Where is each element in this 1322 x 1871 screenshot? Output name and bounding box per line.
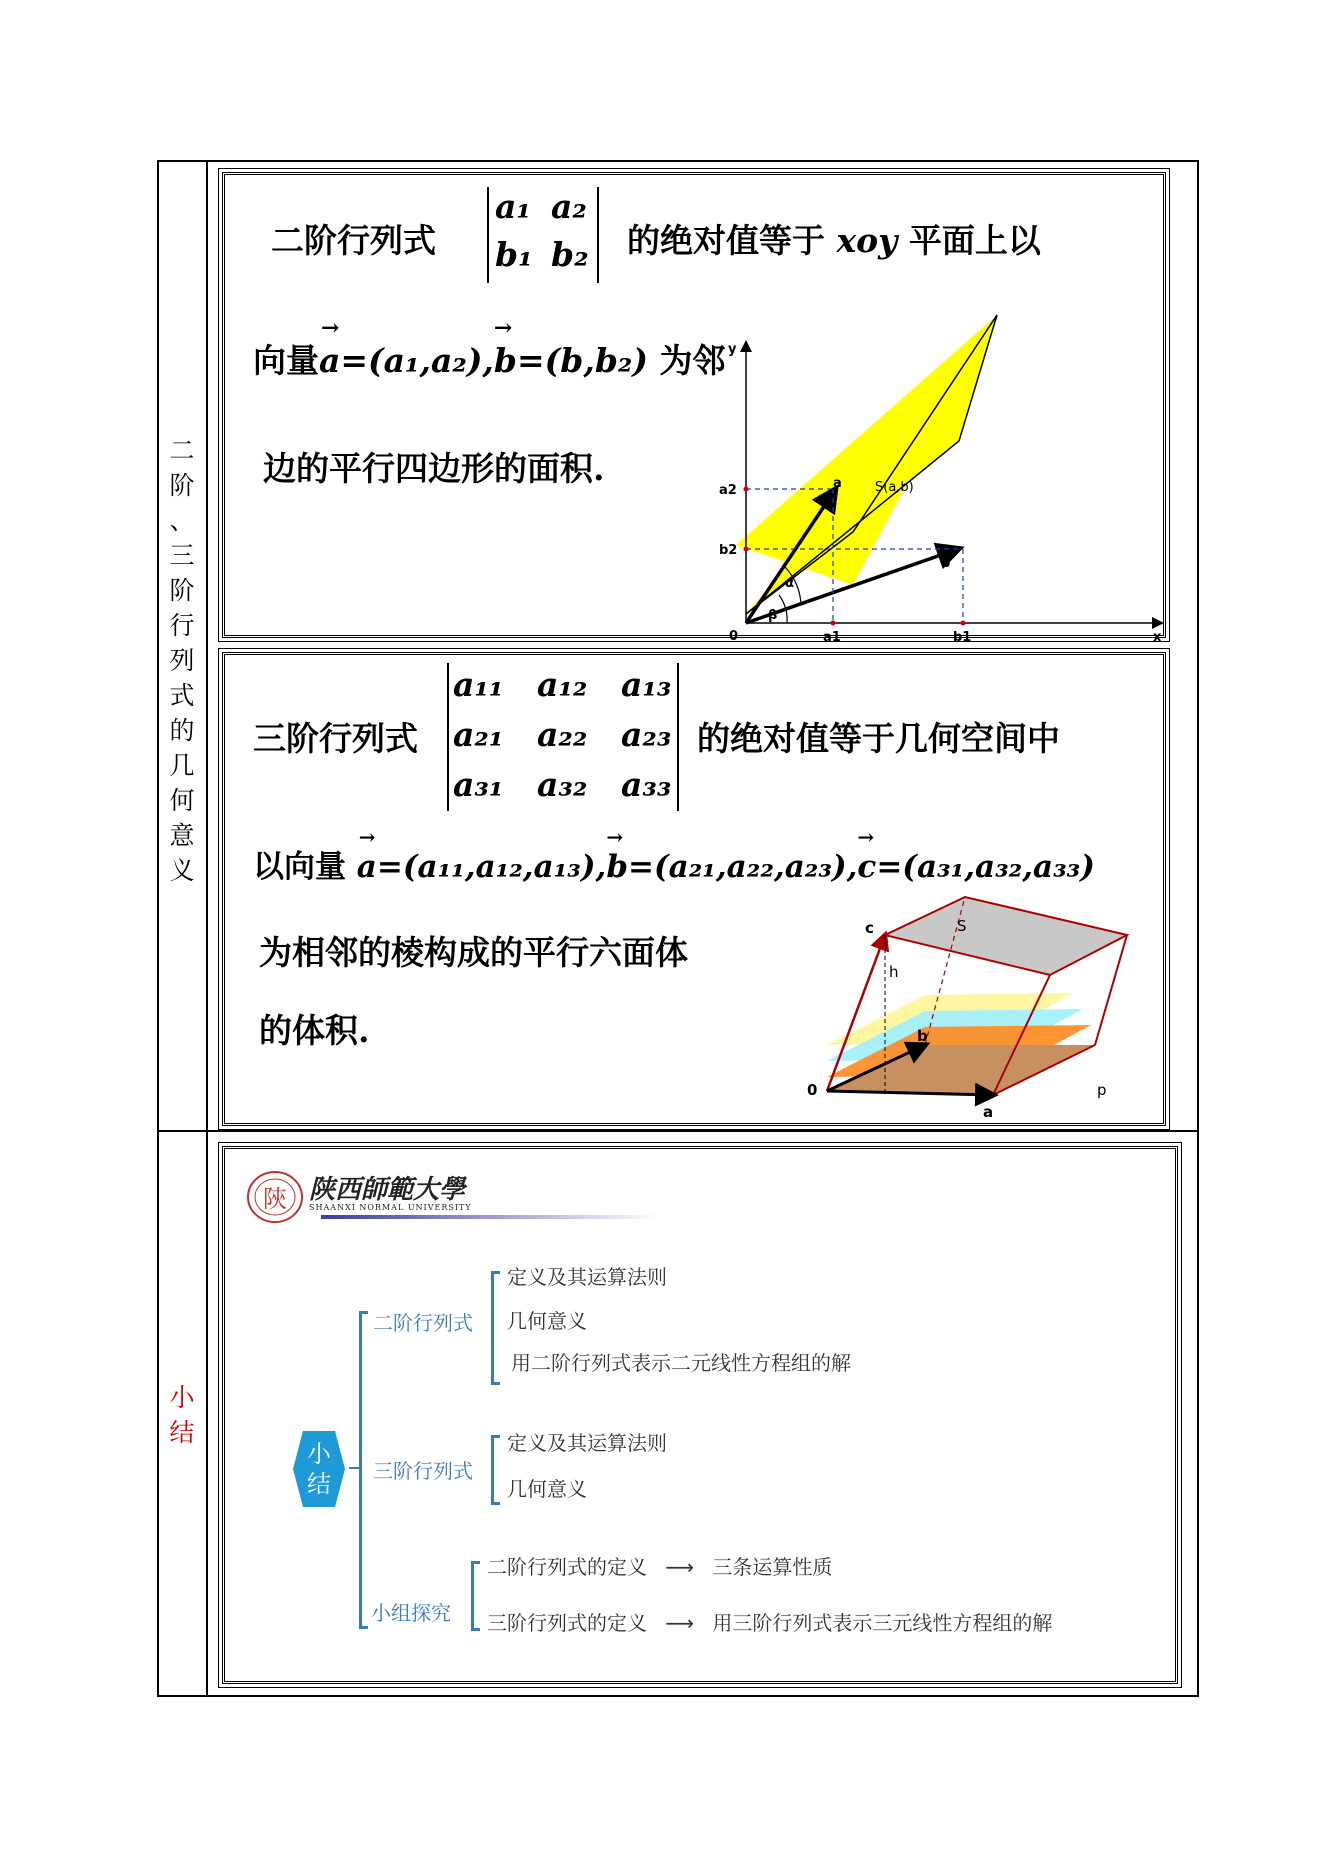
vector-a bbox=[319, 315, 341, 380]
slide2-line3: 为相邻的棱构成的平行六面体 bbox=[259, 933, 688, 972]
slide2-line4: 的体积. bbox=[259, 1011, 370, 1050]
eq-a: =(a₁₁,a₁₂,a₁₃), bbox=[376, 849, 607, 885]
vector-b-letter: b bbox=[606, 849, 628, 885]
fig-b2-label: b2 bbox=[719, 543, 738, 558]
bracket-b1 bbox=[491, 1271, 500, 1385]
arrow-icon: → bbox=[857, 825, 875, 849]
vector-c bbox=[857, 825, 877, 885]
row-label-char: 列 bbox=[169, 645, 195, 675]
slide1-line3: 边的平行四边形的面积. bbox=[263, 449, 605, 488]
tick-dot bbox=[744, 487, 749, 492]
vector-a bbox=[356, 825, 377, 885]
slide-third-order-determinant bbox=[222, 652, 1166, 1126]
yellow-fill bbox=[736, 315, 997, 585]
b3-row-2 bbox=[487, 1607, 1052, 1636]
det-a13: a₁₃ bbox=[621, 665, 672, 704]
seal-glyph: 陝 bbox=[263, 1185, 287, 1213]
logo-underline bbox=[321, 1215, 661, 1219]
branch-third-order: 三阶行列式 bbox=[373, 1459, 473, 1483]
suffix-text-2: 平面上以 bbox=[908, 221, 1041, 260]
row-label-char: 小 bbox=[169, 1383, 195, 1412]
slide1-line2 bbox=[253, 315, 726, 382]
bracket-b2 bbox=[491, 1435, 500, 1505]
row-label-char: 阶 bbox=[169, 575, 195, 605]
eq-b: =(a₂₁,a₂₂,a₂₃), bbox=[628, 849, 858, 885]
university-name-en: SHAANXI NORMAL UNIVERSITY bbox=[309, 1203, 472, 1212]
b1-item-2: 几何意义 bbox=[507, 1309, 587, 1333]
row-label-char: 、 bbox=[169, 505, 195, 535]
arrow-right-icon: ⟶ bbox=[665, 1555, 695, 1579]
fig-p-label: p bbox=[1097, 1081, 1107, 1099]
vector-c-letter: c bbox=[857, 849, 877, 885]
eq-b: =(b,b₂) bbox=[517, 341, 648, 380]
fig-s-label: S(a,b) bbox=[875, 480, 914, 495]
fig-y-label: y bbox=[728, 342, 737, 357]
line2-prefix: 向量 bbox=[253, 341, 319, 380]
det-a22: a₂₂ bbox=[537, 715, 588, 754]
b3-row-1 bbox=[487, 1551, 832, 1580]
det-a31: a₃₁ bbox=[453, 765, 504, 804]
fig-b1-label: b1 bbox=[953, 630, 972, 645]
row-label-summary bbox=[158, 1375, 206, 1455]
branch-group-exploration: 小组探究 bbox=[371, 1601, 451, 1625]
arrow-icon: → bbox=[493, 315, 513, 341]
determinant-3x3 bbox=[447, 663, 679, 811]
fig-origin-label: 0 bbox=[729, 629, 739, 644]
b3-row-2-to: 用三阶行列式表示三元线性方程组的解 bbox=[712, 1611, 1053, 1635]
fig-a2-label: a2 bbox=[719, 483, 737, 498]
fig-a-label: a bbox=[833, 476, 842, 491]
fig-a-label: a bbox=[983, 1103, 994, 1121]
b3-row-1-from: 二阶行列式的定义 bbox=[487, 1555, 647, 1579]
b1-item-1: 定义及其运算法则 bbox=[507, 1265, 667, 1289]
xoy-text: xoy bbox=[836, 221, 898, 260]
row-label-char: 阶 bbox=[169, 470, 195, 500]
summary-center-label bbox=[291, 1439, 347, 1499]
fig-x-label: x bbox=[1153, 630, 1162, 645]
row-label-geometric-meaning bbox=[158, 420, 206, 900]
arrow-right-icon: ⟶ bbox=[665, 1611, 695, 1635]
b3-row-1-to: 三条运算性质 bbox=[712, 1555, 833, 1579]
edge bbox=[1095, 935, 1127, 1045]
center-char-2: 结 bbox=[307, 1470, 331, 1498]
parallelepiped-figure bbox=[805, 895, 1165, 1125]
row-label-char: 意 bbox=[169, 820, 195, 850]
vector-a-letter: a bbox=[319, 341, 341, 380]
det-b1: b₁ bbox=[495, 235, 533, 274]
arrow-icon: → bbox=[606, 825, 624, 849]
slide-second-order-determinant bbox=[222, 172, 1166, 645]
slide1-prefix: 二阶行列式 bbox=[271, 221, 436, 260]
b2-item-2: 几何意义 bbox=[507, 1477, 587, 1501]
det-a1: a₁ bbox=[495, 187, 531, 226]
slide2-suffix: 的绝对值等于几何空间中 bbox=[697, 719, 1060, 758]
fig-a1-label: a1 bbox=[823, 630, 841, 645]
bracket-b3 bbox=[471, 1561, 480, 1631]
arrow-icon: → bbox=[321, 315, 340, 341]
eq-c: =(a₃₁,a₃₂,a₃₃) bbox=[876, 849, 1095, 885]
fig-s-label: S bbox=[957, 917, 967, 935]
line2-end: 为邻 bbox=[659, 341, 726, 380]
det-a12: a₁₂ bbox=[537, 665, 588, 704]
fig-origin-label: 0 bbox=[807, 1081, 818, 1099]
row-label-char: 式 bbox=[169, 680, 195, 710]
b1-item-3: 用二阶行列式表示二元线性方程组的解 bbox=[511, 1351, 851, 1375]
row-label-char: 的 bbox=[169, 715, 195, 745]
fig-b-label: b bbox=[917, 1027, 928, 1045]
det-a2: a₂ bbox=[551, 187, 587, 226]
main-bracket bbox=[359, 1311, 368, 1629]
b2-item-1: 定义及其运算法则 bbox=[507, 1431, 667, 1455]
eq-a: =(a₁,a₂), bbox=[340, 341, 494, 380]
connector bbox=[349, 1467, 359, 1469]
row-label-char: 何 bbox=[169, 785, 195, 815]
det-a32: a₃₂ bbox=[537, 765, 588, 804]
row-label-char: 二 bbox=[169, 435, 195, 465]
row-label-char: 义 bbox=[169, 855, 195, 885]
fig-c-label: c bbox=[865, 919, 874, 937]
b3-row-2-from: 三阶行列式的定义 bbox=[487, 1611, 647, 1635]
determinant-2x2 bbox=[487, 187, 599, 283]
slide2-line2 bbox=[253, 825, 1095, 886]
university-name: 陕西師範大學 bbox=[309, 1175, 466, 1205]
arrow-icon: → bbox=[358, 825, 376, 849]
fig-alpha-label: α bbox=[785, 576, 794, 591]
row-label-char: 几 bbox=[169, 750, 195, 780]
parallelogram-figure bbox=[719, 305, 1165, 645]
university-seal-icon bbox=[245, 1169, 305, 1225]
det-a11: a₁₁ bbox=[453, 665, 504, 704]
fig-b-label: b bbox=[941, 556, 951, 571]
row-label-char: 结 bbox=[169, 1418, 195, 1447]
row-divider bbox=[157, 1130, 1199, 1132]
slide-summary bbox=[222, 1146, 1178, 1684]
fig-beta-label: β bbox=[768, 608, 778, 623]
fig-h-label: h bbox=[889, 963, 899, 981]
det-a33: a₃₃ bbox=[621, 765, 672, 804]
vector-a-letter: a bbox=[356, 849, 377, 885]
slide1-suffix bbox=[627, 215, 1041, 262]
branch-second-order: 二阶行列式 bbox=[373, 1311, 473, 1335]
tick-dot bbox=[831, 621, 836, 626]
slide2-prefix: 三阶行列式 bbox=[253, 719, 418, 758]
det-a23: a₂₃ bbox=[621, 715, 672, 754]
vector-b-letter: b bbox=[493, 341, 517, 380]
center-char-1: 小 bbox=[307, 1440, 331, 1468]
suffix-text: 的绝对值等于 bbox=[627, 221, 825, 260]
det-a21: a₂₁ bbox=[453, 715, 504, 754]
vector-b bbox=[493, 315, 517, 380]
line2-prefix: 以向量 bbox=[253, 849, 346, 885]
det-b2: b₂ bbox=[551, 235, 589, 274]
top-face bbox=[885, 897, 1127, 975]
row-label-char: 三 bbox=[169, 540, 195, 570]
row-label-char: 行 bbox=[169, 610, 195, 640]
vector-b bbox=[606, 825, 628, 885]
tick-dot bbox=[744, 547, 749, 552]
column-divider bbox=[206, 160, 208, 1697]
tick-dot bbox=[961, 621, 966, 626]
